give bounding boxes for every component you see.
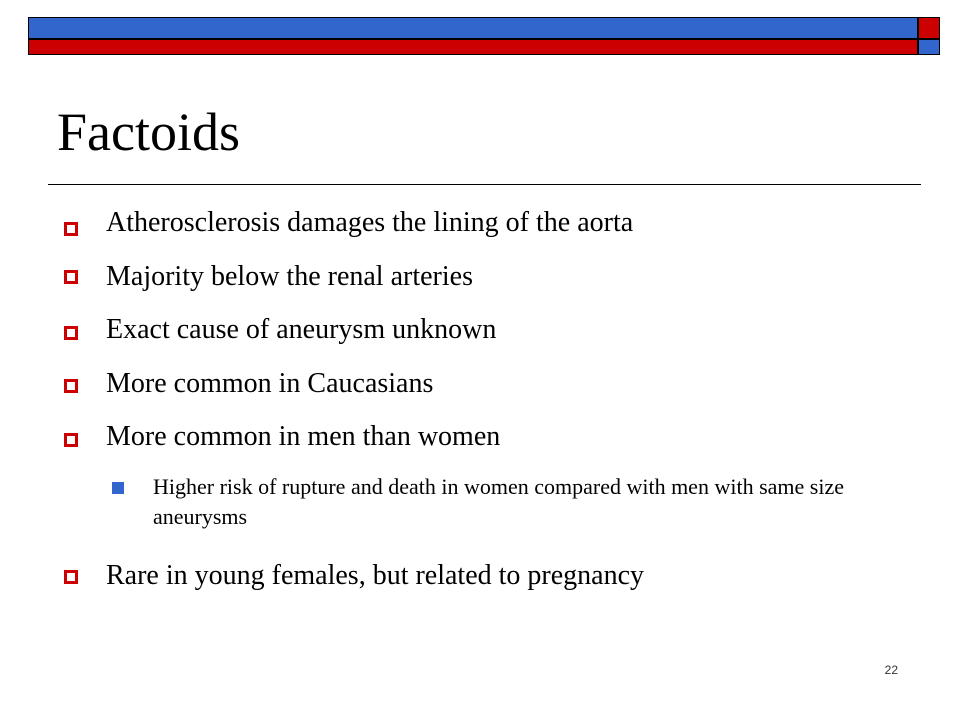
- bullet-item: More common in Caucasians: [106, 368, 434, 399]
- bullet-item: Atherosclerosis damages the lining of the aorta: [106, 207, 634, 238]
- filled-square-icon: [112, 482, 124, 494]
- hollow-square-icon: [64, 270, 78, 284]
- sub-bullet-item: Higher risk of rupture and death in women compared with men with same size aneurysms: [153, 474, 844, 529]
- hollow-square-icon: [64, 326, 78, 340]
- bullet-item: Exact cause of aneurysm unknown: [106, 314, 497, 345]
- bullet-item: Majority below the renal arteries: [106, 261, 473, 292]
- page-number: 22: [884, 663, 898, 677]
- hollow-square-icon: [64, 379, 78, 393]
- bullet-item: Rare in young females, but related to pregnancy: [106, 560, 645, 591]
- hollow-square-icon: [64, 433, 78, 447]
- bullet-item: More common in men than women: [106, 421, 501, 452]
- hollow-square-icon: [64, 222, 78, 236]
- hollow-square-icon: [64, 570, 78, 584]
- slide-title: Factoids: [57, 102, 240, 162]
